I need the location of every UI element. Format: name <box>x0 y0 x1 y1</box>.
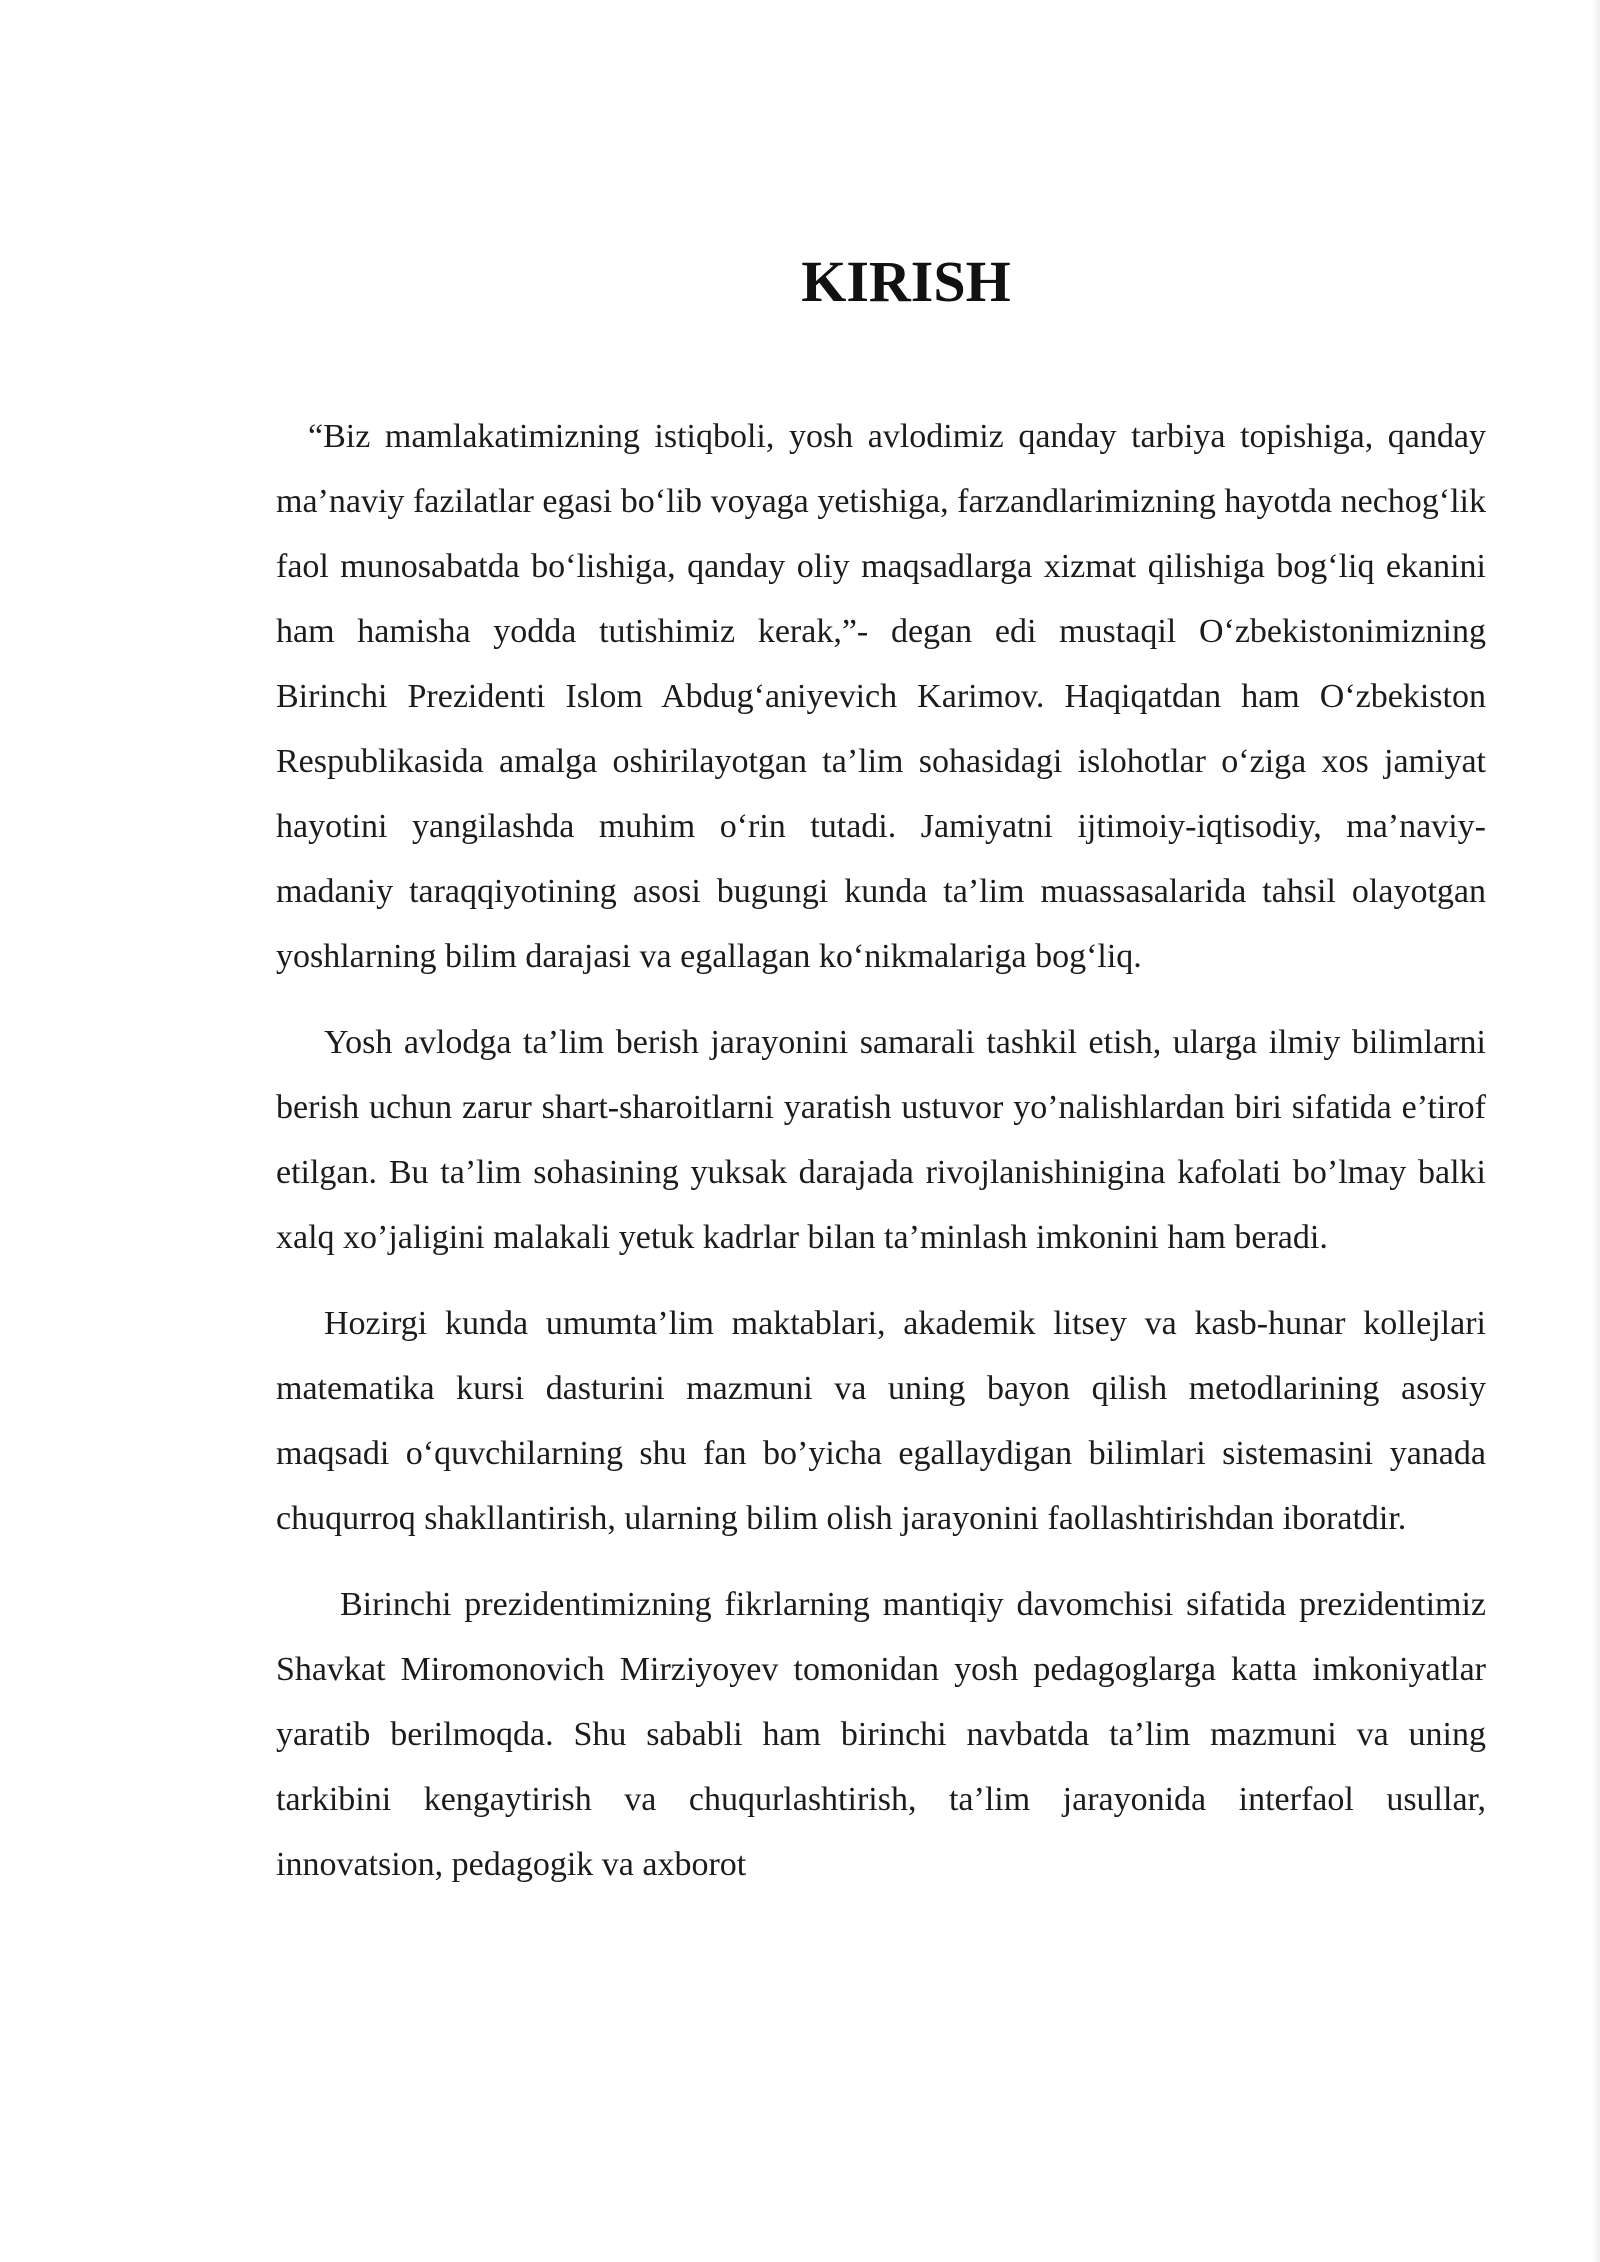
page-edge-shadow <box>1592 0 1600 2262</box>
paragraph-2: Yosh avlodga ta’lim berish jarayonini samarali tashkil etish, ularga ilmiy bilimlarni berish uchun zarur shart-sharoitlarni yaratish ustuvor yo’nalishlardan biri sifatida e’tirof etilgan. Bu ta’lim sohasining yuksak darajada rivojlanishinigina kafolati bo’lmay balki xalq xo’jaligini malakali yetuk kadrlar bilan ta’minlash imkonini ham beradi. <box>276 1024 1486 1256</box>
body-text <box>276 404 1486 1918</box>
paragraph-4: Birinchi prezidentimizning fikrlarning mantiqiy davomchisi sifatida prezidentimiz Shavkat Miromonovich Mirziyoyev tomonidan yosh pedagoglarga katta imkoniyatlar yaratib berilmoqda. Shu sababli ham birinchi navbatda ta’lim mazmuni va uning tarkibini kengaytirish va chuqurlashtirish, ta’lim jarayonida interfaol usullar, innovatsion, pedagogik va axborot <box>276 1586 1486 1883</box>
paragraph-1: “Biz mamlakatimizning istiqboli, yosh avlodimiz qanday tarbiya topishiga, qanday ma’naviy fazilatlar egasi bo‘lib voyaga yetishiga, farzandlarimizning hayotda nechog‘lik faol munosabatda bo‘lishiga, qanday oliy maqsadlarga xizmat qilishiga bog‘liq ekanini ham hamisha yodda tutishimiz kerak,”- degan edi mustaqil O‘zbekistonimizning Birinchi Prezidenti Islom Abdug‘aniyevich Karimov. Haqiqatdan ham O‘zbekiston Respublikasida amalga oshirilayotgan ta’lim sohasidagi islohotlar o‘ziga xos jamiyat hayotini yangilashda muhim o‘rin tutadi. Jamiyatni ijtimoiy-iqtisodiy, ma’naviy-madaniy taraqqiyotining asosi bugungi kunda ta’lim muassasalarida tahsil olayotgan yoshlarning bilim darajasi va egallagan ko‘nikmalariga bog‘liq. <box>276 418 1486 975</box>
paragraph-3: Hozirgi kunda umumta’lim maktablari, akademik litsey va kasb-hunar kollejlari matematika kursi dasturini mazmuni va uning bayon qilish metodlarining asosiy maqsadi o‘quvchilarning shu fan bo’yicha egallaydigan bilimlari sistemasini yanada chuqurroq shakllantirish, ularning bilim olish jarayonini faollashtirishdan iboratdir. <box>276 1305 1486 1537</box>
page-title: KIRISH <box>801 249 1011 314</box>
